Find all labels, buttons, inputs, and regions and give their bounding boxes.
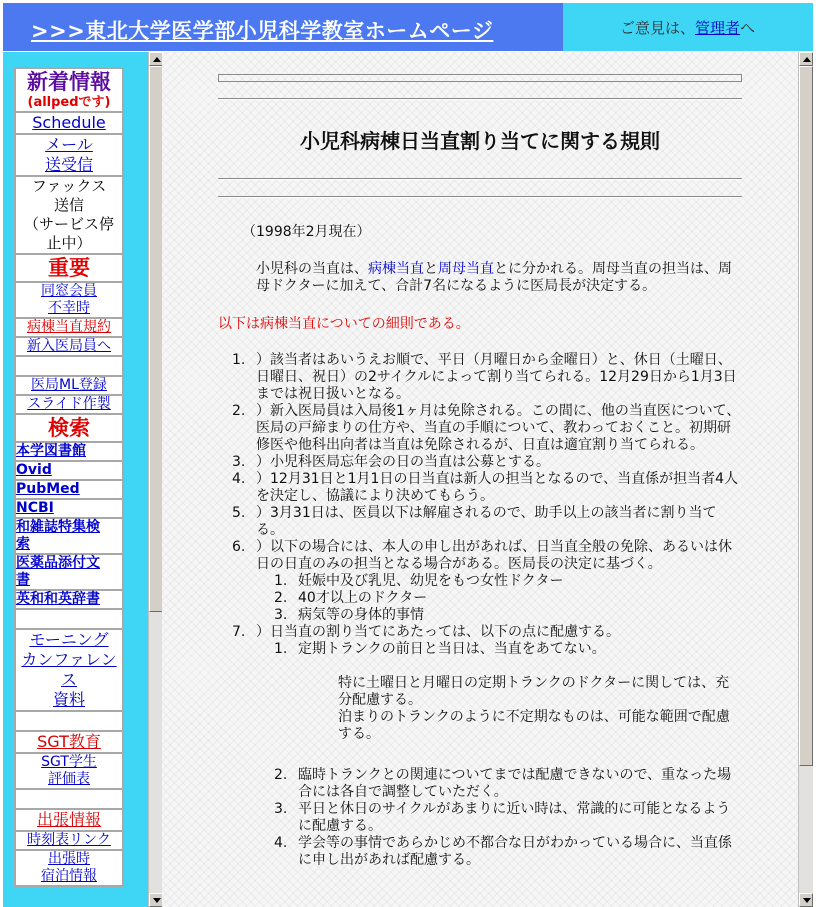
- library-link[interactable]: 本学図書館: [16, 443, 86, 459]
- rule-item: 4. ）12月31日と1月1日の日当直は新人の担当となるので、当直係が担当者4人を決定し、協議により決めてもらう。: [232, 471, 739, 504]
- divider: [218, 196, 742, 198]
- schedule-link[interactable]: Schedule: [32, 113, 106, 132]
- main-scrollbar[interactable]: [798, 52, 813, 907]
- sgt-eval-link[interactable]: SGT学生 評価表: [41, 754, 97, 787]
- perinatal-duty-link[interactable]: 周母当直: [438, 261, 494, 277]
- lodging-link[interactable]: 出張時 宿泊情報: [41, 851, 97, 884]
- ncbi-link[interactable]: NCBI: [16, 500, 54, 516]
- sgt-link[interactable]: SGT教育: [37, 732, 101, 751]
- sub-item: 1. 妊娠中及び乳児、幼児をもつ女性ドクター: [274, 573, 564, 589]
- scroll-up-button[interactable]: [149, 52, 163, 66]
- sub-item: 4. 学会等の事情であらかじめ不都合な日がわかっている場合に、当直係に申し出があれば配慮する。: [274, 835, 732, 868]
- mail-link[interactable]: メール 送受信: [44, 135, 93, 174]
- drug-docs-link[interactable]: 医薬品添付文 書: [16, 555, 100, 588]
- site-title-link[interactable]: >>>東北大学医学部小児科学教室ホームページ: [31, 19, 494, 43]
- note-text: 泊まりのトランクのように不定期なものは、可能な範囲で配慮する。: [338, 709, 730, 742]
- sub-item: 1. 定期トランクの前日と当日は、当直をあてない。: [274, 641, 606, 657]
- news-cell: [15, 68, 123, 112]
- sidebar-frame: [3, 52, 148, 907]
- news-heading[interactable]: 新着情報: [27, 70, 111, 94]
- pubmed-link[interactable]: PubMed: [16, 481, 80, 497]
- search-heading: 検索: [48, 416, 90, 440]
- divider-top: [218, 74, 742, 82]
- news-subtext: (allpedです): [27, 95, 111, 110]
- sub-item: 3. 病気等の身体的事情: [274, 607, 424, 623]
- note-text: 特に土曜日と月曜日の定期トランクのドクターに関しては、充分配慮する。: [338, 675, 730, 708]
- rule-item: 1. ）該当者はあいうえお順で、平日（月曜日から金曜日）と、休日（土曜日、日曜日、祝日）の2サイクルによって割り当てられる。12月29日から1月3日までは祝日扱いとなる。: [232, 352, 737, 402]
- site-header: [3, 3, 563, 51]
- rule-item: 7. ）日当直の割り当てにあたっては、以下の点に配慮する。: [232, 624, 620, 640]
- scroll-down-button[interactable]: [149, 893, 163, 907]
- rules-list: [218, 352, 742, 869]
- scroll-thumb[interactable]: [799, 66, 813, 766]
- page-title: 小児科病棟日当直割り当てに関する規則: [300, 129, 660, 153]
- date-stamp: （1998年2月現在）: [242, 224, 371, 240]
- rule-item: 2. ）新入医局員は入局後1ヶ月は免除される。この間に、他の当直医について、医局の戸締まりの仕方や、当直の手順について、教わっておくこと。初期研修医や他科出向者は当直は免除されるが、日直は適宜割り当てられる。: [232, 403, 741, 453]
- ovid-link[interactable]: Ovid: [16, 462, 52, 478]
- ml-register-link[interactable]: 医局ML登録: [31, 377, 107, 393]
- duty-rules-link[interactable]: 病棟当直規約: [27, 319, 111, 335]
- red-note: 以下は病棟当直についての細則である。: [218, 316, 470, 332]
- dictionary-link[interactable]: 英和和英辞書: [16, 591, 100, 607]
- sub-item: 2. 40才以上のドクター: [274, 590, 428, 606]
- sidebar-scrollbar[interactable]: [148, 52, 163, 907]
- sub-item: 3. 平日と休日のサイクルがあまりに近い時は、常識的に可能となるように配慮する。: [274, 801, 731, 834]
- contact-message: ご意見は、管理者へ: [620, 19, 756, 37]
- divider: [218, 178, 742, 180]
- rule-item: 3. ）小児科医局忘年会の日の当直は公募とする。: [232, 454, 550, 470]
- alumni-link[interactable]: 同窓会員 不幸時: [41, 283, 97, 316]
- rule-item: 5. ）3月31日は、医員以下は解雇されるので、助手以上の該当者に割り当てる。: [232, 505, 717, 538]
- important-heading: 重要: [48, 256, 90, 280]
- main-content: [162, 52, 798, 907]
- jp-journals-link[interactable]: 和雑誌特集検 索: [16, 519, 100, 552]
- contact-bar: [563, 3, 813, 51]
- rule-item: 6. ）以下の場合には、本人の申し出があれば、日当直全般の免除、あるいは休日の日直のみの担当となる場合がある。医局長の決定に基づく。: [232, 539, 732, 572]
- fax-cell: ファックス 送信 （サービス停 止中）: [15, 176, 123, 254]
- scroll-up-button[interactable]: [799, 52, 813, 66]
- new-staff-link[interactable]: 新入医局員へ: [27, 338, 111, 354]
- intro-paragraph: 小児科の当直は、病棟当直と周母当直とに分かれる。周母当直の担当は、周母ドクターに加えて、合計7名になるように医局長が決定する。: [256, 261, 732, 294]
- admin-link[interactable]: 管理者: [695, 19, 741, 37]
- slides-link[interactable]: スライド作製: [27, 396, 111, 412]
- ward-duty-link[interactable]: 病棟当直: [368, 261, 424, 277]
- trip-info-link[interactable]: 出張情報: [36, 810, 101, 829]
- divider: [218, 98, 742, 100]
- morning-conference-link[interactable]: モーニング カンファレンス 資料: [21, 630, 117, 709]
- scroll-down-button[interactable]: [799, 893, 813, 907]
- scroll-thumb[interactable]: [149, 66, 163, 612]
- sidebar-nav: [14, 67, 124, 887]
- timetable-link[interactable]: 時刻表リンク: [27, 832, 111, 848]
- spacer: [15, 356, 123, 376]
- sub-item: 2. 臨時トランクとの関連についてまでは配慮できないので、重なった場合には各自で調整していただく。: [274, 767, 732, 800]
